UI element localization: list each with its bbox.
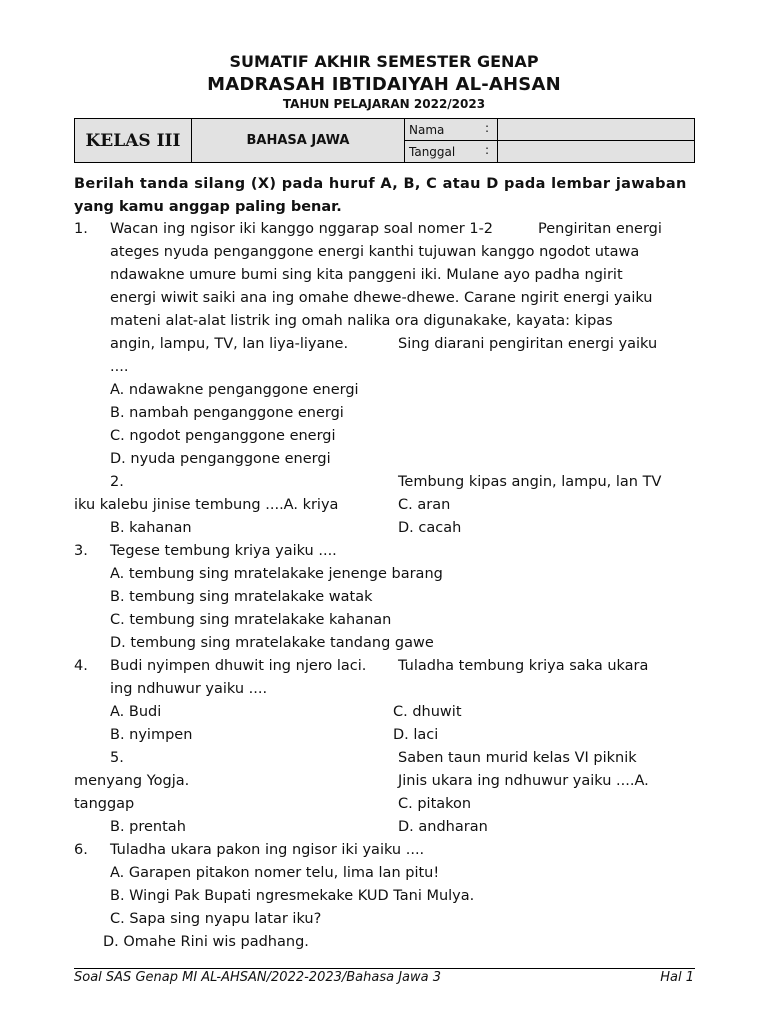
q5-option-b[interactable]: B. prentah [110,819,186,835]
q1-dots: .... [110,359,129,375]
q1-passage-line-3: ndawakne umure bumi sing kita panggeni iki. Mulane ayo padha ngirit [110,267,623,283]
q5-number: 5. [110,750,124,766]
q2-option-d[interactable]: D. cacah [398,520,462,536]
q1-passage-line-5: mateni alat-alat listrik ing omah nalika ora digunakake, kayata: kipas [110,313,613,329]
q2-question-part-2: iku kalebu jinise tembung ....A. kriya [74,497,339,513]
q4-option-a[interactable]: A. Budi [110,704,162,720]
q6-option-c[interactable]: C. Sapa sing nyapu latar iku? [110,911,322,927]
q4-option-c[interactable]: C. dhuwit [393,704,462,720]
q3-option-b[interactable]: B. tembung sing mratelakake watak [110,589,373,605]
name-field[interactable] [498,119,695,141]
date-field[interactable] [498,141,695,163]
date-colon: : [484,143,489,157]
date-label-cell [405,141,498,163]
q6-question: Tuladha ukara pakon ing ngisor iki yaiku .... [110,842,425,858]
q2-question-part-1: Tembung kipas angin, lampu, lan TV [398,474,662,490]
q1-option-b[interactable]: B. nambah penganggone energi [110,405,344,421]
q4-number: 4. [74,658,88,674]
q4-option-d[interactable]: D. laci [393,727,439,743]
q6-option-a[interactable]: A. Garapen pitakon nomer telu, lima lan pitu! [110,865,440,881]
school-name: MADRASAH IBTIDAIYAH AL-AHSAN [207,74,561,95]
q1-passage-line-1: Wacan ing ngisor iki kanggo nggarap soal nomer 1-2 [110,221,494,237]
q6-option-d[interactable]: D. Omahe Rini wis padhang. [103,934,309,950]
date-label: Tanggal [409,144,456,159]
q4-option-b[interactable]: B. nyimpen [110,727,193,743]
q2-number: 2. [110,474,124,490]
q3-option-c[interactable]: C. tembung sing mratelakake kahanan [110,612,392,628]
q3-number: 3. [74,543,88,559]
q5-question: Jinis ukara ing ndhuwur yaiku ....A. [398,773,649,789]
academic-year: TAHUN PELAJARAN 2022/2023 [282,97,486,111]
q2-option-c[interactable]: C. aran [398,497,451,513]
name-label-cell [405,119,498,141]
q1-passage-line-2: ateges nyuda penganggone energi kanthi tujuwan kanggo ngodot utawa [110,244,640,260]
name-label: Nama [409,122,445,137]
q3-option-a[interactable]: A. tembung sing mratelakake jenenge barang [110,566,443,582]
class-label: KELAS III [75,119,192,163]
q4-question-cont: ing ndhuwur yaiku .... [110,681,268,697]
q4-sentence: Budi nyimpen dhuwit ing njero laci. [110,658,367,674]
q5-sentence-part-1: Saben taun murid kelas VI piknik [398,750,637,766]
q5-sentence-part-2: menyang Yogja. [74,773,190,789]
q3-question: Tegese tembung kriya yaiku .... [110,543,337,559]
q2-option-b[interactable]: B. kahanan [110,520,192,536]
subject-label: BAHASA JAWA [192,119,405,163]
q1-option-c[interactable]: C. ngodot penganggone energi [110,428,336,444]
q5-option-a[interactable]: tanggap [74,796,135,812]
q1-option-a[interactable]: A. ndawakne penganggone energi [110,382,359,398]
q1-number: 1. [74,221,88,237]
identity-table [74,118,695,163]
q5-option-d[interactable]: D. andharan [398,819,488,835]
q1-question: Sing diarani pengiritan energi yaiku [398,336,658,352]
instruction-line-1: Berilah tanda silang (X) pada huruf A, B, C atau D pada lembar jawaban [74,176,687,192]
q4-question: Tuladha tembung kriya saka ukara [398,658,649,674]
instruction-line-2: yang kamu anggap paling benar. [74,199,342,215]
name-colon: : [484,121,489,135]
footer-divider [74,968,695,969]
footer-page-number: Hal 1 [660,970,694,985]
q3-option-d[interactable]: D. tembung sing mratelakake tandang gawe [110,635,434,651]
q6-number: 6. [74,842,88,858]
q1-passage-line-4: energi wiwit saiki ana ing omahe dhewe-dhewe. Carane ngirit energi yaiku [110,290,653,306]
q1-option-d[interactable]: D. nyuda penganggone energi [110,451,331,467]
exam-title: SUMATIF AKHIR SEMESTER GENAP [229,52,539,71]
q5-option-c[interactable]: C. pitakon [398,796,472,812]
footer-document-label: Soal SAS Genap MI AL-AHSAN/2022-2023/Bahasa Jawa 3 [74,970,442,985]
q1-passage-lead: Pengiritan energi [538,221,662,237]
q1-passage-line-6: angin, lampu, TV, lan liya-liyane. [110,336,349,352]
q6-option-b[interactable]: B. Wingi Pak Bupati ngresmekake KUD Tani Mulya. [110,888,475,904]
